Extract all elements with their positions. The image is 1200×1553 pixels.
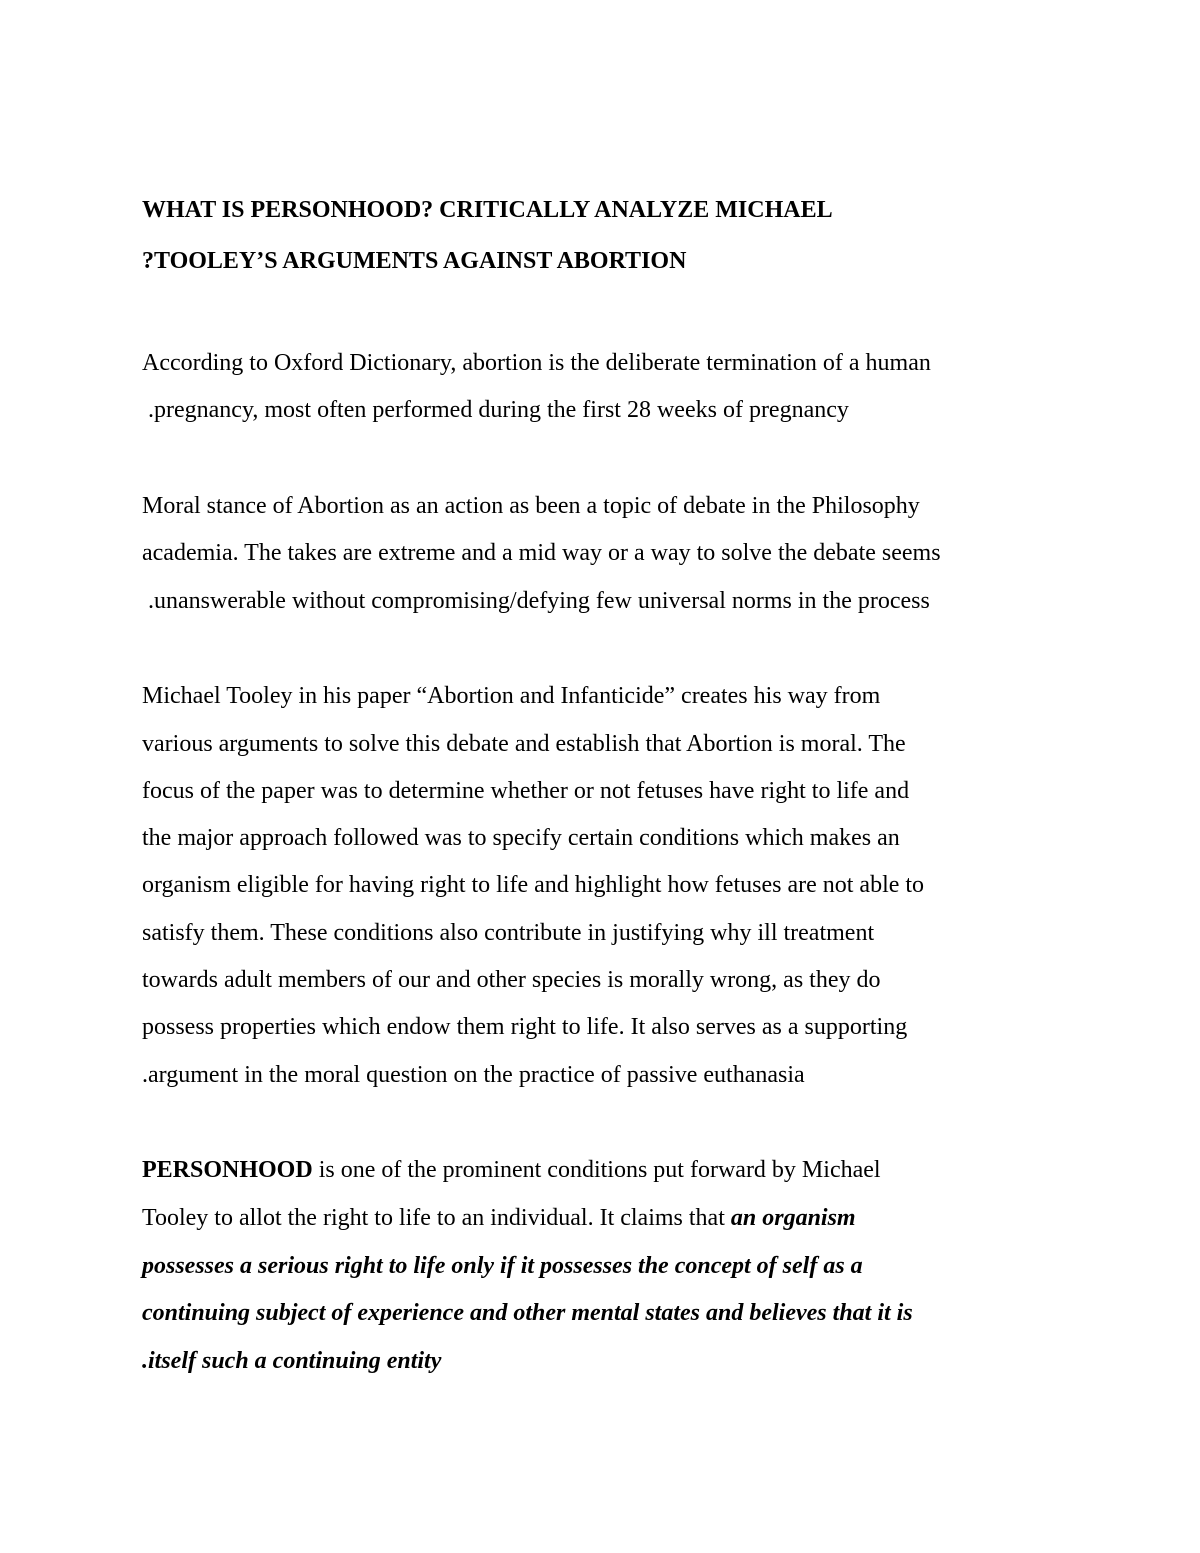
document-title-line-1: WHAT IS PERSONHOOD? CRITICALLY ANALYZE MICHAEL [142,197,833,223]
paragraph-2-line-3: .unanswerable without compromising/defying few universal norms in the process [148,588,930,614]
paragraph-4-line-2-emphasis: an organism [730,1205,856,1231]
paragraph-4-line-1-rest: is one of the prominent conditions put forward by Michael [312,1157,881,1183]
paragraph-2-line-1: Moral stance of Abortion as an action as been a topic of debate in the Philosophy [142,493,920,519]
paragraph-3-line-4: the major approach followed was to specify certain conditions which makes an [142,825,900,851]
paragraph-2-line-2: academia. The takes are extreme and a mid way or a way to solve the debate seems [142,540,941,566]
paragraph-4-line-1 [142,1155,881,1185]
personhood-term: PERSONHOOD [142,1157,313,1183]
paragraph-1-line-2: .pregnancy, most often performed during the first 28 weeks of pregnancy [148,397,849,423]
paragraph-3-line-6: satisfy them. These conditions also contribute in justifying why ill treatment [142,920,875,946]
paragraph-3-line-5: organism eligible for having right to life and highlight how fetuses are not able to [142,872,925,898]
paragraph-4-emphasis-line-3: .itself such a continuing entity [142,1348,442,1374]
paragraph-1-line-1: According to Oxford Dictionary, abortion is the deliberate termination of a human [142,350,931,376]
paragraph-4-line-2 [142,1203,856,1233]
paragraph-3-line-3: focus of the paper was to determine whether or not fetuses have right to life and [142,778,910,804]
document-title-line-2: ?TOOLEY’S ARGUMENTS AGAINST ABORTION [142,248,687,274]
paragraph-3-line-2: various arguments to solve this debate and establish that Abortion is moral. The [142,731,906,757]
paragraph-3-line-7: towards adult members of our and other species is morally wrong, as they do [142,967,881,993]
paragraph-3-line-1: Michael Tooley in his paper “Abortion and Infanticide” creates his way from [142,683,881,709]
paragraph-3-line-8: possess properties which endow them right to life. It also serves as a supporting [142,1014,908,1040]
paragraph-3-line-9: .argument in the moral question on the practice of passive euthanasia [142,1062,805,1088]
paragraph-4-emphasis-line-2: continuing subject of experience and other mental states and believes that it is [142,1300,913,1326]
paragraph-4-emphasis-line-1: possesses a serious right to life only if it possesses the concept of self as a [142,1253,863,1279]
paragraph-4-line-2-plain: Tooley to allot the right to life to an individual. It claims that [142,1205,731,1231]
